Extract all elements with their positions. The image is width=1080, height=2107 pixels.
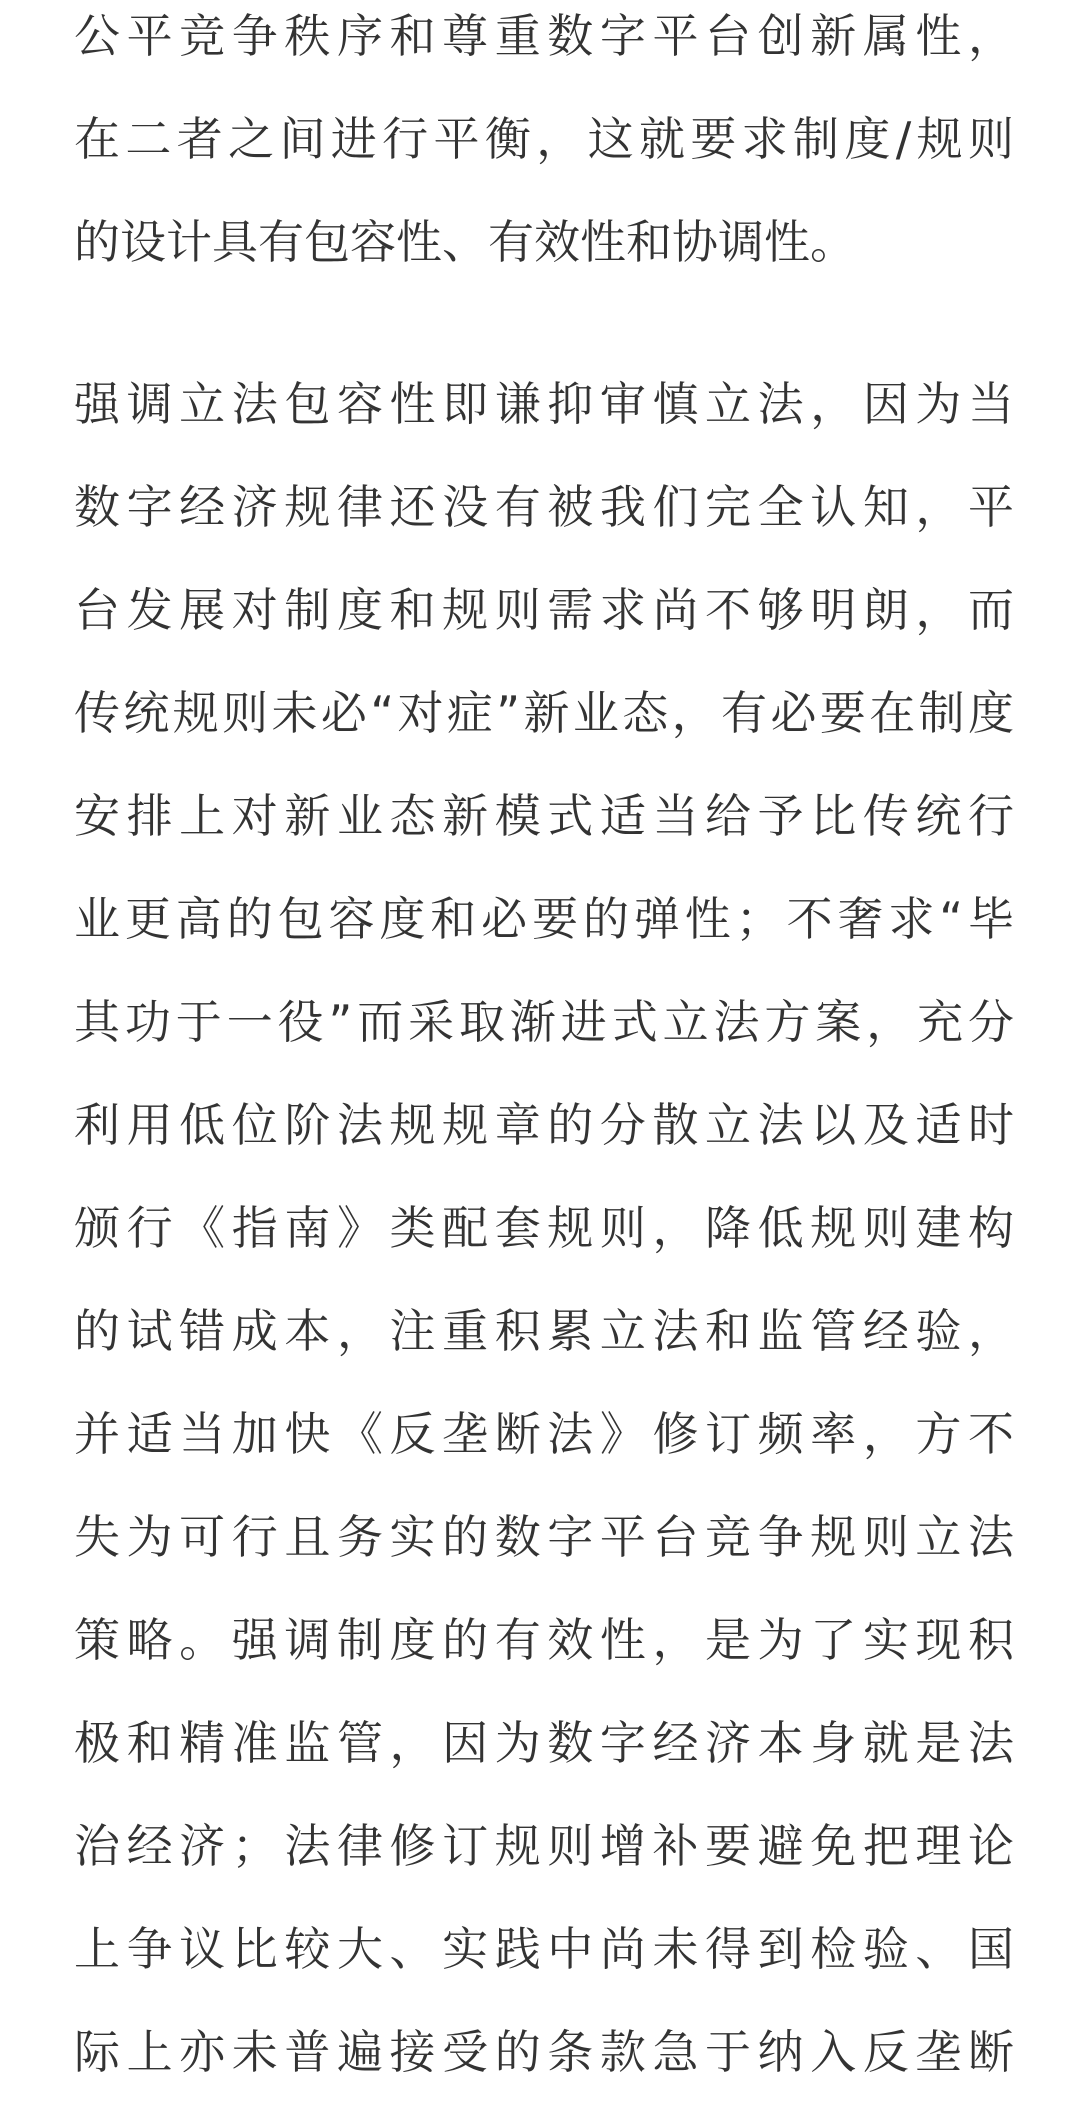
- text-line: 失为可行且务实的数字平台竞争规则立法: [74, 1510, 1014, 1564]
- text-line: 际上亦未普遍接受的条款急于纳入反垄断: [74, 2025, 1014, 2079]
- text-line: 安排上对新业态新模式适当给予比传统行: [74, 789, 1014, 843]
- text-line: 业更高的包容度和必要的弹性；不奢求“毕: [74, 892, 1014, 946]
- text-line: 颁行《指南》类配套规则，降低规则建构: [74, 1201, 1014, 1255]
- text-line: 的试错成本，注重积累立法和监管经验，: [74, 1304, 1014, 1358]
- text-line: 台发展对制度和规则需求尚不够明朗，而: [74, 583, 1014, 637]
- text-line: 并适当加快《反垄断法》修订频率，方不: [74, 1407, 1014, 1461]
- text-line: 公平竞争秩序和尊重数字平台创新属性，: [74, 9, 1014, 63]
- text-line: 强调立法包容性即谦抑审慎立法，因为当: [74, 377, 1014, 431]
- text-line: 在二者之间进行平衡，这就要求制度/规则: [74, 112, 1014, 166]
- text-line: 治经济；法律修订规则增补要避免把理论: [74, 1819, 1014, 1873]
- paragraph-1: [74, 0, 1014, 294]
- text-line: 的设计具有包容性、有效性和协调性。: [74, 215, 856, 269]
- text-line: 上争议比较大、实践中尚未得到检验、国: [74, 1922, 1014, 1976]
- text-line: 数字经济规律还没有被我们完全认知，平: [74, 480, 1014, 534]
- text-line: 极和精准监管，因为数字经济本身就是法: [74, 1716, 1014, 1770]
- text-line: 利用低位阶法规规章的分散立法以及适时: [74, 1098, 1014, 1152]
- text-line: 策略。强调制度的有效性，是为了实现积: [74, 1613, 1014, 1667]
- text-line: 其功于一役”而采取渐进式立法方案，充分: [74, 995, 1014, 1049]
- text-line: 传统规则未必“对症”新业态，有必要在制度: [74, 686, 1014, 740]
- paragraph-2: [74, 353, 1014, 2104]
